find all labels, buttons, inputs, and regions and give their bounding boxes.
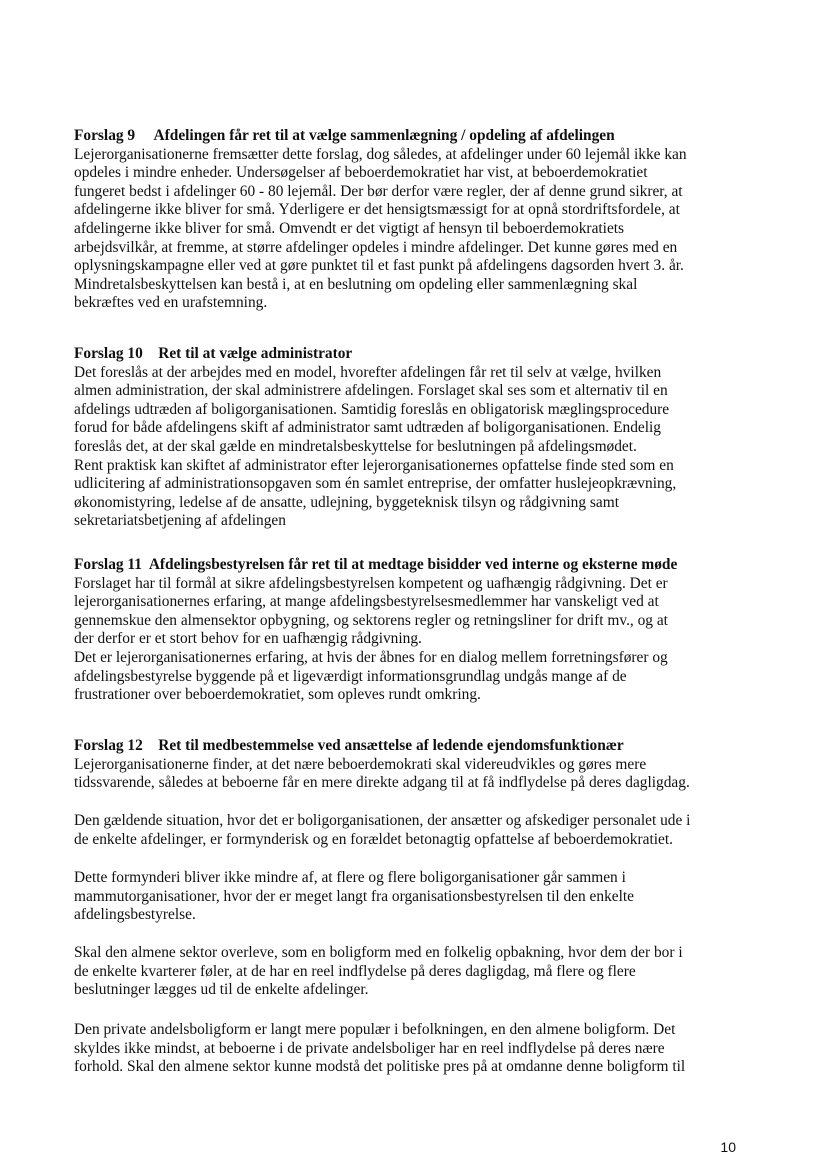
text-line: forud for både afdelingens skift af administrator samt udtræden af boligorganisationen. Endelig — [74, 419, 661, 437]
text-line: mammutorganisationer, hvor der er meget langt fra organisationsbestyrelsen til den enkelte — [74, 887, 634, 905]
text-line: Det foreslås at der arbejdes med en model, hvorefter afdelingen får ret til selv at vælge, hvilken — [74, 363, 662, 381]
text-line: opdeles i mindre enheder. Undersøgelser af beboerdemokratiet har vist, at beboerdemokratiet — [74, 164, 648, 182]
text-line: afdelingerne ikke bliver for små. Omvendt er det vigtigt af hensyn til beboerdemokratiets — [74, 219, 625, 237]
paragraph-andelsboligform — [74, 1021, 746, 1077]
text-line: de enkelte kvarterer føler, at de har en reel indflydelse på deres dagligdag, må flere og flere — [74, 962, 636, 980]
text-line: de enkelte afdelinger, er formynderisk og en forældet betonagtig opfattelse af beboerdemokratiet. — [74, 830, 673, 848]
text-line: afdelingerne ikke bliver for små. Yderligere er det hensigtsmæssigt for at opnå stordriftsfordele, at — [74, 201, 680, 219]
section-forslag-11 — [74, 556, 746, 705]
text-line: Skal den almene sektor overleve, som en boligform med en folkelig opbakning, hvor dem der bor i — [74, 944, 683, 961]
text-line: Lejerorganisationerne finder, at det nære beboerdemokrati skal videreudvikles og gøres mere — [74, 755, 647, 773]
paragraph-formynderi — [74, 869, 746, 925]
paragraph-situation — [74, 812, 746, 849]
text-line: frustrationer over beboerdemokratiet, som opleves rundt omkring. — [74, 686, 481, 704]
text-line: gennemskue den almensektor opbygning, og sektorens regler og retningsliner for drift mv., og at — [74, 611, 668, 629]
text-line: Lejerorganisationerne fremsætter dette forslag, dog således, at afdelinger under 60 lejemål ikke kan — [74, 145, 687, 163]
section-heading: Forslag 9 Afdelingen får ret til at vælge sammenlægning / opdeling af afdelingen — [74, 127, 615, 144]
section-forslag-10 — [74, 345, 746, 531]
text-line: Rent praktisk kan skiftet af administrator efter lejerorganisationernes opfattelse finde sted som en — [74, 456, 674, 474]
text-line: oplysningskampagne eller ved at gøre punktet til et fast punkt på afdelingens dagsorden hvert 3. år. — [74, 257, 684, 275]
text-line: forhold. Skal den almene sektor kunne modstå det politiske pres på at omdanne denne boligform til — [74, 1058, 686, 1076]
text-line: afdelingsbestyrelse byggende på et ligeværdigt informationsgrundlag undgås mange af de — [74, 667, 627, 685]
text-line: tidssvarende, således at beboerne får en mere direkte adgang til at få indflydelse på deres dagligdag. — [74, 774, 690, 792]
text-line: fungeret bedst i afdelinger 60 - 80 lejemål. Der bør derfor være regler, der af denne grund sikrer, at — [74, 182, 683, 200]
text-line: økonomistyring, ledelse af de ansatte, udlejning, byggeteknisk tilsyn og rådgivning samt — [74, 493, 619, 511]
section-forslag-12 — [74, 737, 746, 793]
section-forslag-9 — [74, 127, 746, 313]
text-line: Det er lejerorganisationernes erfaring, at hvis der åbnes for en dialog mellem forretningsfører og — [74, 648, 668, 666]
text-line: Dette formynderi bliver ikke mindre af, at flere og flere boligorganisationer går sammen i — [74, 869, 626, 886]
text-line: lejerorganisationernes erfaring, at mange afdelingsbestyrelsesmedlemmer har vanskeligt ved at — [74, 593, 659, 611]
text-line: Den private andelsboligform er langt mere populær i befolkningen, en den almene boligform. Det — [74, 1021, 676, 1038]
text-line: foreslås det, at der skal gælde en mindretalsbeskyttelse for beslutningen på afdelingsmødet. — [74, 437, 637, 455]
text-line: beslutninger lægges ud til de enkelte afdelinger. — [74, 981, 369, 999]
paragraph-almene-sektor — [74, 944, 746, 1000]
text-line: Den gældende situation, hvor det er boligorganisationen, der ansætter og afskediger personalet ude i — [74, 812, 691, 829]
text-line: der derfor er et stort behov for en uafhængig rådgivning. — [74, 630, 422, 648]
text-line: skyldes ikke mindst, at beboerne i de private andelsboliger har en reel indflydelse på deres nære — [74, 1039, 665, 1057]
section-heading: Forslag 12 Ret til medbestemmelse ved ansættelse af ledende ejendomsfunktionær — [74, 737, 624, 754]
text-line: udlicitering af administrationsopgaven som én samlet entreprise, der omfatter huslejeopkrævning, — [74, 475, 677, 493]
section-heading: Forslag 11 Afdelingsbestyrelsen får ret til at medtage bisidder ved interne og eksterne møde — [74, 556, 678, 573]
text-line: almen administration, der skal administrere afdelingen. Forslaget skal ses som et alternativ til en — [74, 382, 668, 400]
text-line: bekræftes ved en urafstemning. — [74, 294, 268, 312]
page-number: 10 — [720, 1139, 736, 1155]
text-line: Forslaget har til formål at sikre afdelingsbestyrelsen kompetent og uafhængig rådgivning. Det er — [74, 574, 668, 592]
text-line: Mindretalsbeskyttelsen kan bestå i, at en beslutning om opdeling eller sammenlægning skal — [74, 275, 638, 293]
text-line: arbejdsvilkår, at fremme, at større afdelinger opdeles i mindre afdelinger. Det kunne gøres med en — [74, 238, 678, 256]
text-line: afdelings udtræden af boligorganisationen. Samtidig foreslås en obligatorisk mæglingsprocedure — [74, 400, 670, 418]
text-line: afdelingsbestyrelse. — [74, 906, 196, 924]
section-heading: Forslag 10 Ret til at vælge administrator — [74, 345, 353, 362]
text-line: sekretariatsbetjening af afdelingen — [74, 512, 286, 530]
